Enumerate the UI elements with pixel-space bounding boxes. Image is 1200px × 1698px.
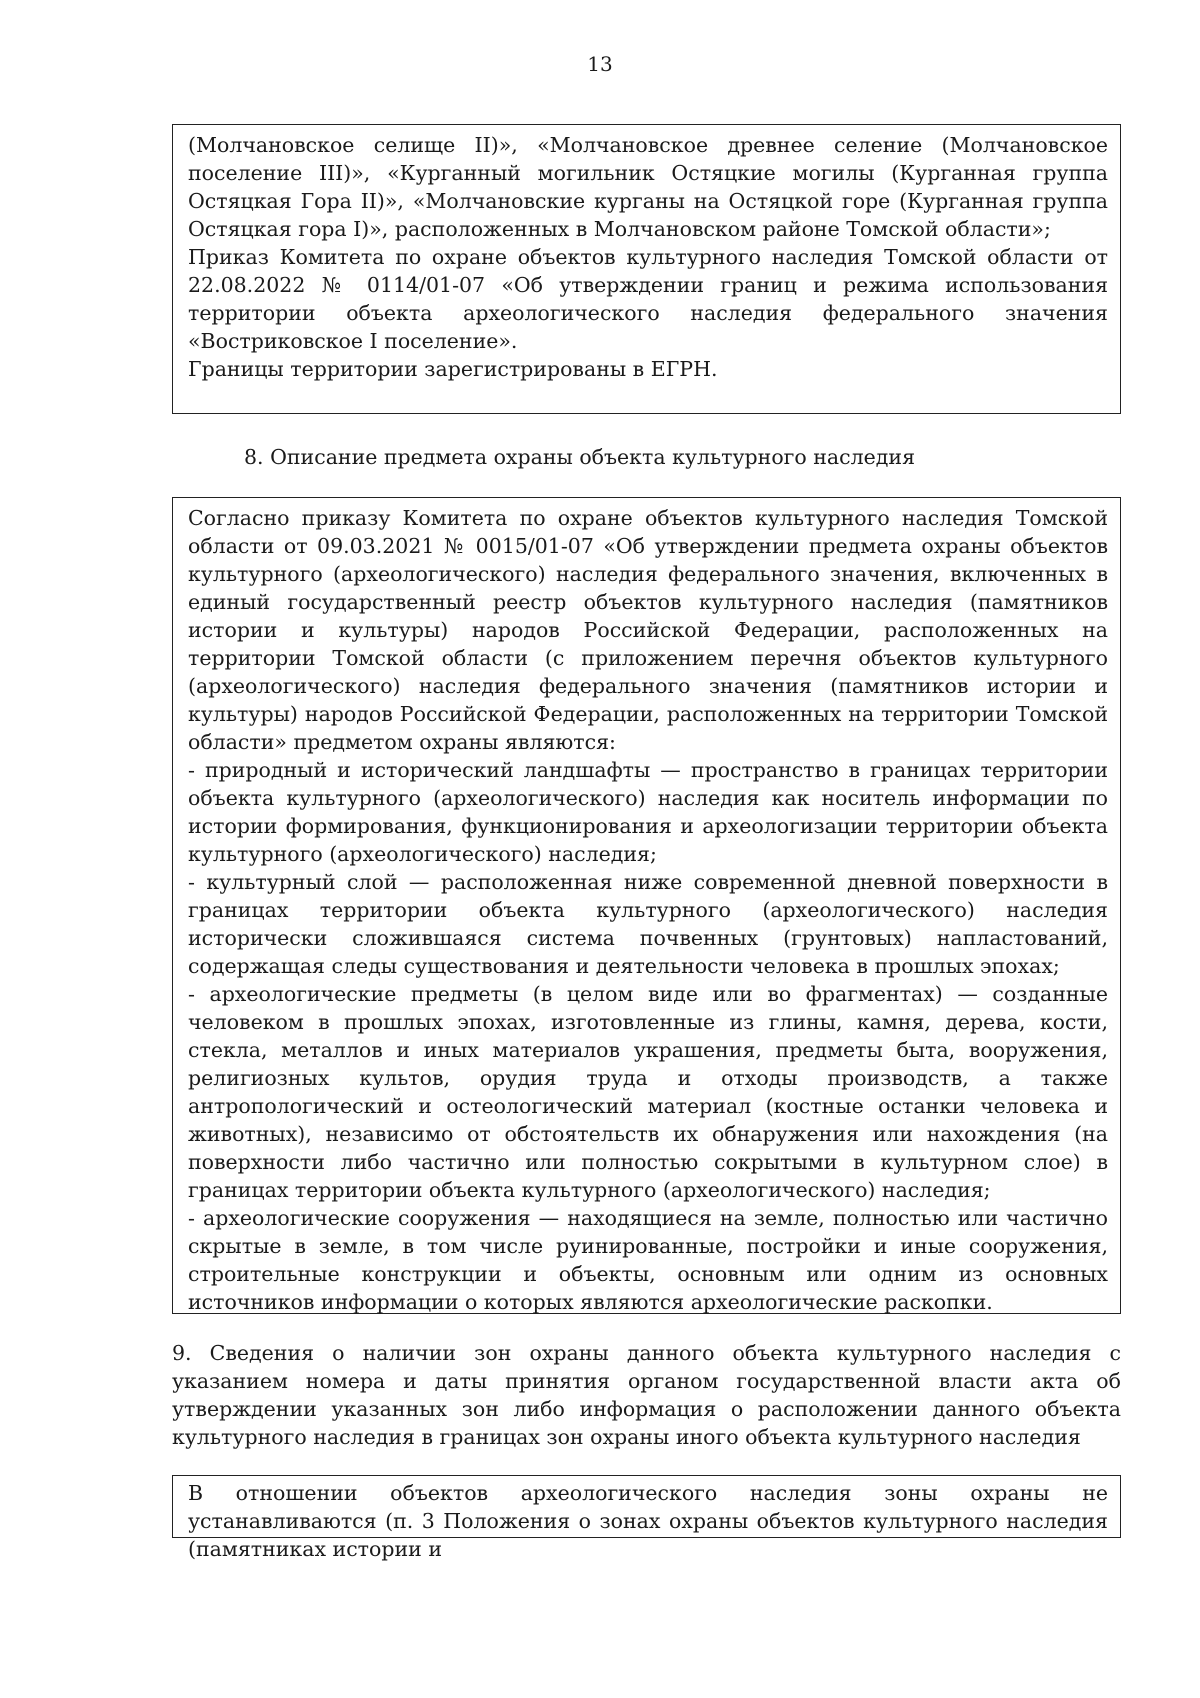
registry-boundaries-box xyxy=(172,124,1121,414)
box-paragraph: - археологические сооружения — находящиеся на земле, полностью или частично скрытые в земле, в том числе руинированные, постройки и иные сооружения, строительные конструкции и объекты, основным или одним из основных источников информации о которых являются археологические раскопки. xyxy=(188,1206,1108,1314)
box-paragraph: - природный и исторический ландшафты — пространство в границах территории объекта культурного (археологического) наследия как носитель информации по истории формирования, функционирования и археологизации территории объекта культурного (археологического) наследия; xyxy=(188,758,1108,866)
box-paragraph: - археологические предметы (в целом виде или во фрагментах) — созданные человеком в прошлых эпохах, изготовленные из глины, камня, дерева, кости, стекла, металлов и иных материалов украшения, предметы быта, вооружения, религиозных культов, орудия труда и отходы производств, а также антропологический и остеологический материал (костные останки человека и животных), независимо от обстоятельств их обнаружения или нахождения (на поверхности либо частично или полностью сокрытыми в культурном слое) в границах территории объекта культурного (археологического) наследия; xyxy=(188,982,1108,1202)
box-paragraph: (Молчановское селище II)», «Молчановское древнее селение (Молчановское поселение III)», «Курганный могильник Остяцкие могилы (Курганная группа Остяцкая Гора II)», «Молчановские курганы на Остяцкой горе (Курганная группа Остяцкая гора I)», расположенных в Молчановском районе Томской области»; xyxy=(188,133,1108,241)
protection-subject-box xyxy=(172,497,1121,1314)
page-number: 13 xyxy=(587,52,613,76)
protection-zones-box xyxy=(172,1475,1121,1561)
section-8-heading: 8. Описание предмета охраны объекта культурного наследия xyxy=(244,445,916,469)
box-paragraph: Приказ Комитета по охране объектов культурного наследия Томской области от 22.08.2022 № 0114/01-07 «Об утверждении границ и режима использования территории объекта археологического наследия федерального значения «Востриковское I поселение». xyxy=(188,245,1108,353)
box-paragraph: Границы территории зарегистрированы в ЕГРН. xyxy=(188,357,718,381)
box-paragraph: Согласно приказу Комитета по охране объектов культурного наследия Томской области от 09.03.2021 № 0015/01-07 «Об утверждении предмета охраны объектов культурного (археологического) наследия федерального значения, включенных в единый государственный реестр объектов культурного наследия (памятников истории и культуры) народов Российской Федерации, расположенных на территории Томской области (с приложением перечня объектов культурного (археологического) наследия федерального значения (памятников истории и культуры) народов Российской Федерации, расположенных на территории Томской области» предметом охраны являются: xyxy=(188,506,1108,754)
section-9-heading: 9. Сведения о наличии зон охраны данного объекта культурного наследия с указанием номера и даты принятия органом государственной власти акта об утверждении указанных зон либо информация о расположении данного объекта культурного наследия в границах зон охраны иного объекта культурного наследия xyxy=(172,1341,1121,1449)
box-paragraph: - культурный слой — расположенная ниже современной дневной поверхности в границах территории объекта культурного (археологического) наследия исторически сложившаяся система почвенных (грунтовых) напластований, содержащая следы существования и деятельности человека в прошлых эпохах; xyxy=(188,870,1108,978)
box-paragraph: В отношении объектов археологического наследия зоны охраны не устанавливаются (п. 3 Положения о зонах охраны объектов культурного наследия (памятниках истории и xyxy=(188,1481,1108,1561)
